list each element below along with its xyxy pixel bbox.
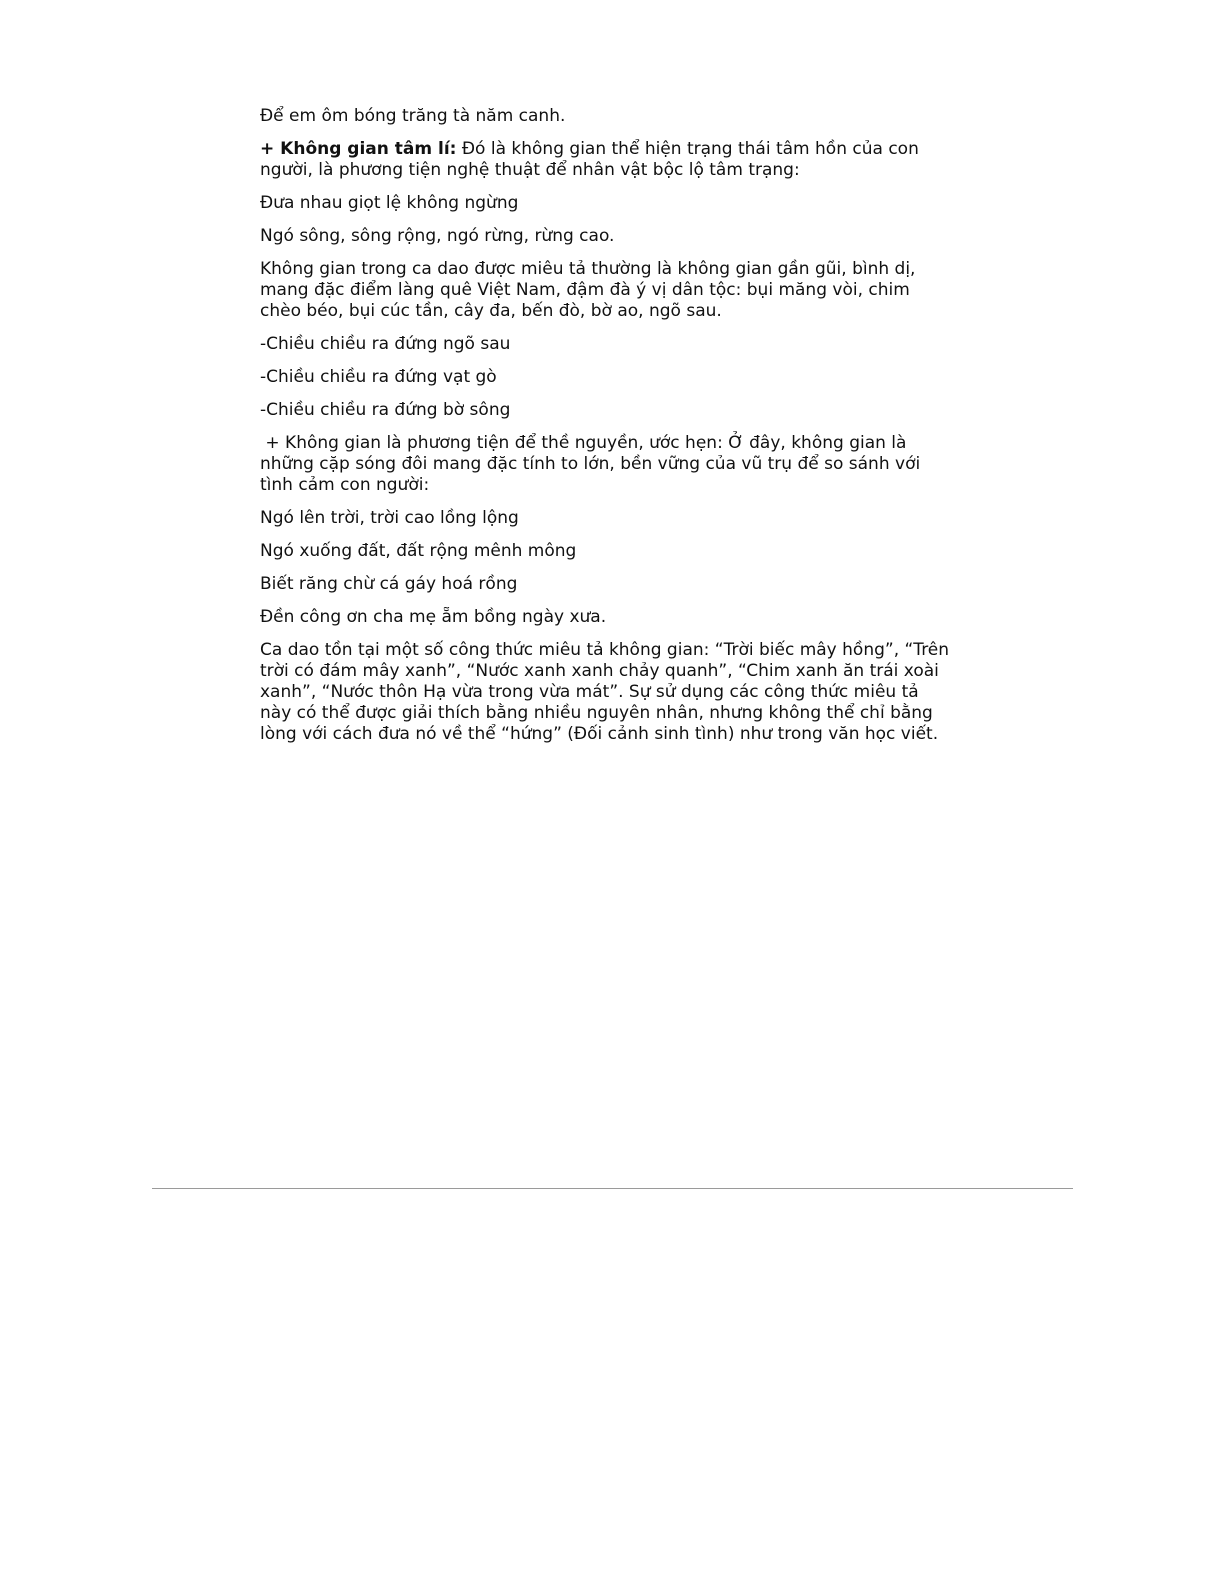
verse-line: Đưa nhau giọt lệ không ngừng (260, 193, 519, 213)
verse-line: Ngó lên trời, trời cao lồng lộng (260, 508, 519, 528)
verse-line: Ngó sông, sông rộng, ngó rừng, rừng cao. (260, 226, 615, 246)
verse-line: Biết răng chừ cá gáy hoá rồng (260, 574, 518, 594)
verse-line: -Chiều chiều ra đứng vạt gò (260, 367, 497, 387)
verse-line: Ngó xuống đất, đất rộng mênh mông (260, 541, 577, 561)
paragraph-psychological-space (260, 139, 950, 181)
verse-line: -Chiều chiều ra đứng ngõ sau (260, 334, 511, 354)
verse-line: -Chiều chiều ra đứng bờ sông (260, 400, 511, 420)
paragraph: + Không gian là phương tiện để thề nguyền, ước hẹn: Ở đây, không gian là những cặp sóng đôi mang đặc tính to lớn, bền vững của vũ trụ để so sánh với tình cảm con người: (260, 433, 926, 495)
paragraph: Không gian trong ca dao được miêu tả thường là không gian gần gũi, bình dị, mang đặc điểm làng quê Việt Nam, đậm đà ý vị dân tộc: bụi măng vòi, chim chèo béo, bụi cúc tần, cây đa, bến đò, bờ ao, ngõ sau. (260, 259, 916, 321)
verse-line: Đền công ơn cha mẹ ẵm bồng ngày xưa. (260, 607, 607, 627)
paragraph: Ca dao tồn tại một số công thức miêu tả không gian: “Trời biếc mây hồng”, “Trên trời có đám mây xanh”, “Nước xanh xanh chảy quanh”, “Chim xanh ăn trái xoài xanh”, “Nước thôn Hạ vừa trong vừa mát”. Sự sử dụng các công thức miêu tả này có thể được giải thích bằng nhiều nguyên nhân, nhưng không thể chỉ bằng lòng với cách đưa nó về thể “hứng” (Đối cảnh sinh tình) như trong văn học viết. (260, 640, 950, 744)
document-body (260, 106, 950, 757)
paragraph-lead-bold: + Không gian tâm lí: (260, 139, 457, 159)
paragraph: Để em ôm bóng trăng tà năm canh. (260, 106, 566, 126)
paragraph-text: Đó là không gian thể hiện trạng thái tâm hồn của con người, là phương tiện nghệ thuật để nhân vật bộc lộ tâm trạng: (260, 139, 919, 180)
page-divider (152, 1188, 1073, 1189)
